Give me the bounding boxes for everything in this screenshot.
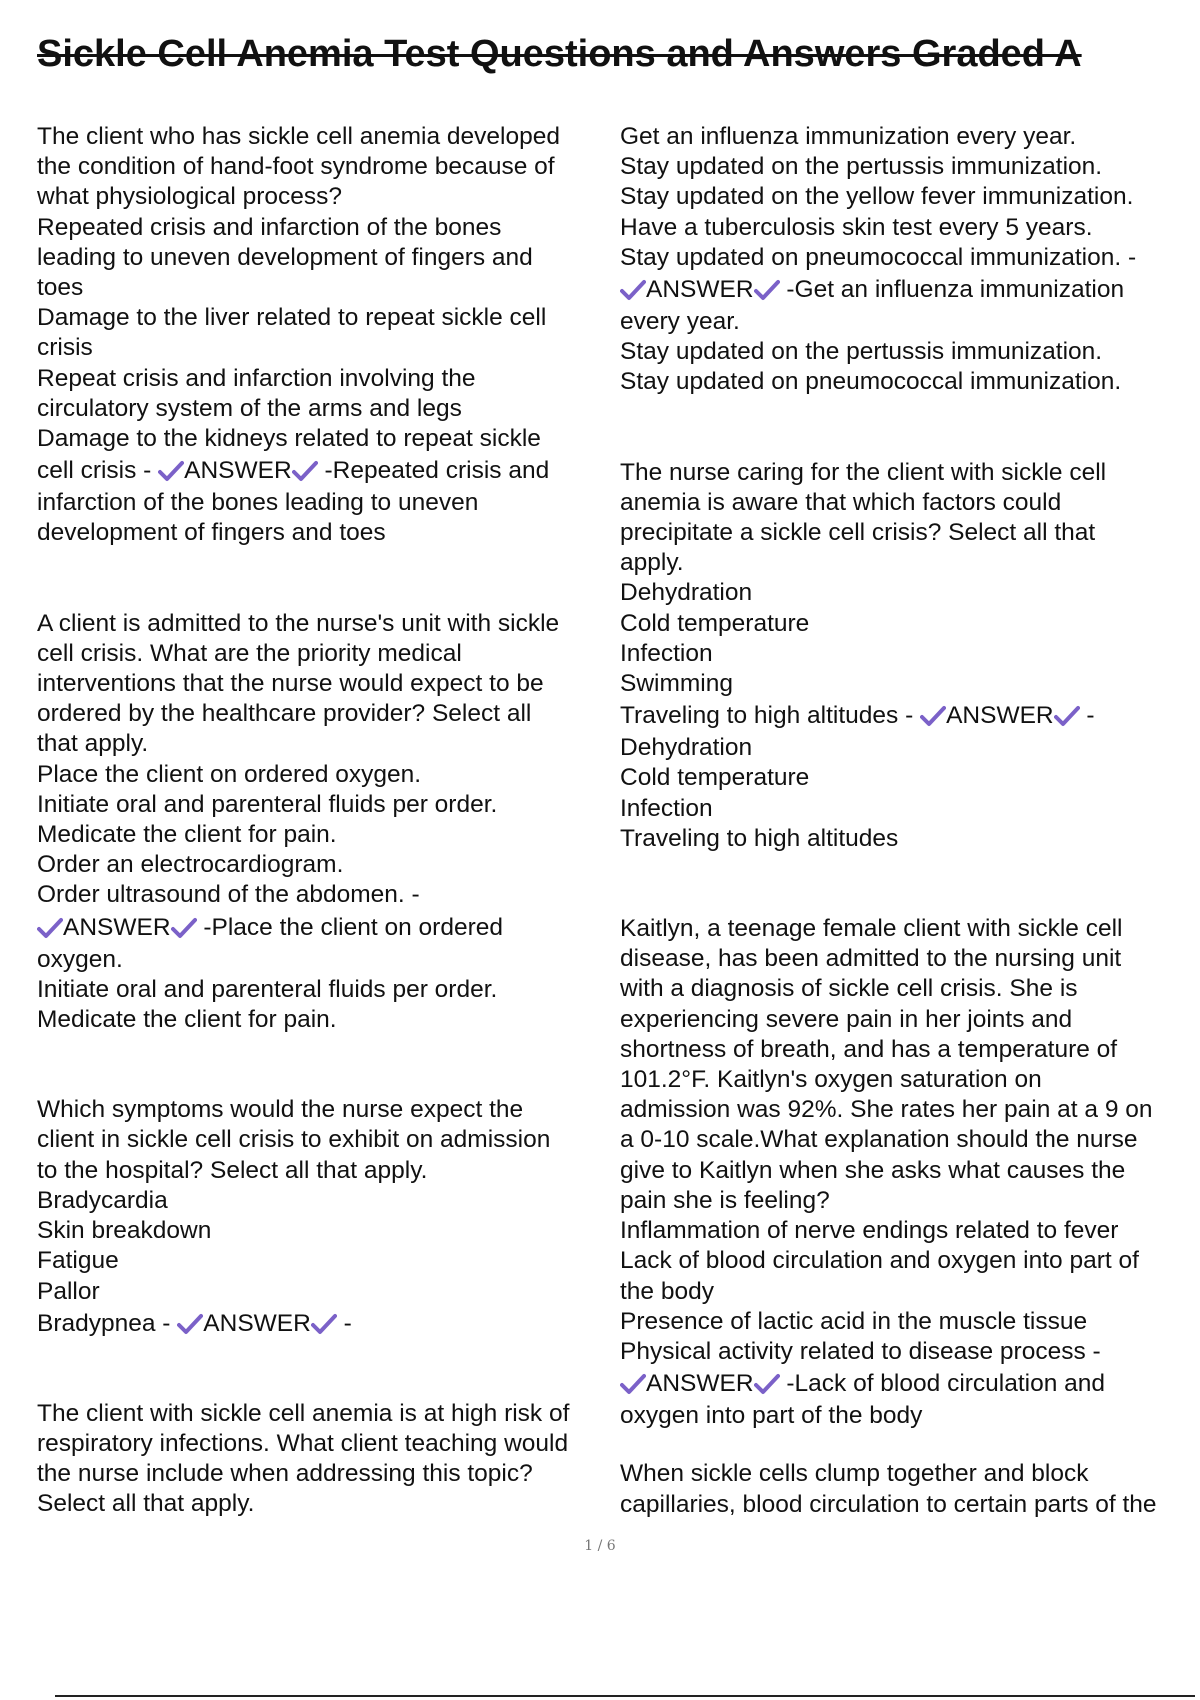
spacer	[620, 1431, 1195, 1459]
text-line: Get an influenza immunization every year.	[620, 123, 1077, 150]
text-line: The client who has sickle cell anemia developed	[37, 123, 560, 150]
text-line: Traveling to high altitudes	[620, 824, 899, 852]
text-line: Fatigue	[37, 1247, 119, 1275]
text-line: toes	[37, 274, 84, 302]
question-respiratory-infections	[37, 1399, 602, 1520]
question-crisis-factors	[620, 458, 1195, 854]
text-line: Medicate the client for pain.	[37, 821, 337, 849]
text-line: capillaries, blood circulation to certain parts of the	[620, 1490, 1157, 1518]
text-line: leading to uneven development of fingers and	[37, 243, 533, 271]
footer-rule	[55, 1695, 1195, 1697]
text-line: Stay updated on pneumococcal immunization.	[620, 368, 1122, 396]
answer-line	[620, 699, 1195, 733]
check-icon	[171, 917, 197, 939]
answer-label: ANSWER	[946, 702, 1054, 730]
answer-label: ANSWER	[63, 913, 171, 941]
text-line: anemia is aware that which factors could	[620, 488, 1062, 516]
document-title: Sickle Cell Anemia Test Questions and Answers Graded A	[37, 33, 1082, 75]
text-line: Initiate oral and parenteral fluids per order.	[37, 975, 498, 1003]
page-number: 1 / 6	[584, 1538, 616, 1554]
text-line: apply.	[620, 549, 684, 577]
left-column	[37, 122, 602, 1520]
text-line: Medicate the client for pain.	[37, 1006, 337, 1034]
text-line: cell crisis. What are the priority medical	[37, 639, 462, 667]
text-line: infarction of the bones leading to uneven	[37, 489, 479, 517]
text-line: pain she is feeling?	[620, 1186, 830, 1214]
text-line: ordered by the healthcare provider? Select all	[37, 700, 532, 728]
answer-prefix: Traveling to high altitudes -	[620, 702, 921, 730]
text-line: The client with sickle cell anemia is at high risk of	[37, 1399, 570, 1427]
check-icon	[620, 1373, 646, 1395]
answer-label: ANSWER	[646, 275, 754, 303]
text-line: Select all that apply.	[37, 1490, 255, 1518]
text-line: client in sickle cell crisis to exhibit on admission	[37, 1126, 551, 1154]
check-icon	[158, 460, 184, 482]
answer-text: -Place the client on ordered	[196, 913, 503, 941]
spacer	[37, 1341, 602, 1399]
text-line: Dehydration	[620, 579, 753, 607]
text-line: Infection	[620, 639, 713, 667]
text-line: A client is admitted to the nurse's unit with sickle	[37, 609, 560, 637]
spacer	[37, 549, 602, 609]
check-icon	[754, 1373, 780, 1395]
text-line: crisis	[37, 334, 93, 362]
text-line: Dehydration	[620, 734, 753, 762]
answer-line	[37, 911, 602, 945]
question-kaitlyn-pain	[620, 914, 1195, 1431]
answer-explanation	[620, 1459, 1195, 1519]
text-line: the condition of hand-foot syndrome because of	[37, 153, 555, 181]
text-line: Damage to the kidneys related to repeat sickle	[37, 425, 541, 453]
text-line: Order an electrocardiogram.	[37, 851, 344, 879]
answer-prefix: cell crisis -	[37, 457, 159, 485]
spacer	[620, 854, 1195, 914]
answer-line	[37, 454, 602, 488]
text-line: precipitate a sickle cell crisis? Select all that	[620, 519, 1096, 547]
text-line: Place the client on ordered oxygen.	[37, 760, 422, 788]
answer-line	[620, 273, 1195, 307]
check-icon	[620, 279, 646, 301]
text-line: Bradycardia	[37, 1186, 168, 1214]
check-icon	[311, 1313, 337, 1335]
text-line: to the hospital? Select all that apply.	[37, 1156, 428, 1184]
text-line: Stay updated on pneumococcal immunization. -	[620, 243, 1137, 271]
text-line: Lack of blood circulation and oxygen into part of	[620, 1247, 1139, 1275]
text-line: with a diagnosis of sickle cell crisis. She is	[620, 975, 1078, 1003]
text-line: give to Kaitlyn when she asks what causes the	[620, 1156, 1126, 1184]
text-line: that apply.	[37, 730, 149, 758]
check-icon	[1054, 705, 1080, 727]
text-line: Damage to the liver related to repeat sickle cell	[37, 304, 547, 332]
text-line: circulatory system of the arms and legs	[37, 394, 462, 422]
text-line: disease, has been admitted to the nursing unit	[620, 945, 1122, 973]
question-hand-foot-syndrome	[37, 122, 602, 549]
text-line: Kaitlyn, a teenage female client with sickle cell	[620, 915, 1123, 943]
text-line: Initiate oral and parenteral fluids per order.	[37, 790, 498, 818]
answer-text: -	[1079, 702, 1095, 730]
check-icon	[920, 705, 946, 727]
right-column	[620, 122, 1195, 1520]
text-line: what physiological process?	[37, 183, 343, 211]
text-line: Skin breakdown	[37, 1217, 212, 1245]
text-line: the nurse include when addressing this topic?	[37, 1460, 533, 1488]
text-line: the body	[620, 1277, 714, 1305]
question-admission-symptoms	[37, 1095, 602, 1340]
answer-prefix: Bradypnea -	[37, 1309, 178, 1337]
text-line: oxygen.	[37, 945, 123, 973]
text-line: a 0-10 scale.What explanation should the nurse	[620, 1126, 1138, 1154]
answer-label: ANSWER	[646, 1370, 754, 1397]
text-line: Inflammation of nerve endings related to fever	[620, 1217, 1119, 1245]
text-line: Repeated crisis and infarction of the bones	[37, 213, 502, 241]
check-icon	[754, 279, 780, 301]
text-line: Stay updated on the pertussis immunization.	[620, 338, 1103, 366]
answer-text: -Lack of blood circulation and	[779, 1370, 1106, 1397]
text-line: Swimming	[620, 670, 733, 698]
answer-label: ANSWER	[184, 457, 292, 485]
text-line: respiratory infections. What client teaching would	[37, 1429, 569, 1457]
text-line: Order ultrasound of the abdomen. -	[37, 881, 420, 909]
check-icon	[177, 1313, 203, 1335]
text-line: Infection	[620, 794, 713, 822]
text-line: Stay updated on the yellow fever immunization.	[620, 183, 1134, 211]
text-line: The nurse caring for the client with sickle cell	[620, 458, 1107, 486]
text-line: Cold temperature	[620, 609, 810, 637]
text-line: every year.	[620, 308, 740, 336]
spacer	[37, 1035, 602, 1095]
check-icon	[37, 917, 63, 939]
answer-line	[37, 1307, 602, 1341]
answer-text: -	[336, 1309, 352, 1337]
spacer	[620, 398, 1195, 458]
text-line: experiencing severe pain in her joints and	[620, 1005, 1073, 1033]
check-icon	[292, 460, 318, 482]
text-line: Pallor	[37, 1277, 100, 1305]
answer-line	[620, 1367, 1195, 1401]
text-line: interventions that the nurse would expect to be	[37, 670, 544, 698]
answer-text: -Get an influenza immunization	[779, 275, 1125, 303]
text-line: Physical activity related to disease process -	[620, 1337, 1101, 1365]
text-line: Which symptoms would the nurse expect the	[37, 1096, 524, 1124]
text-line: 101.2°F. Kaitlyn's oxygen saturation on	[620, 1066, 1042, 1094]
question-respiratory-infections-options	[620, 122, 1195, 398]
text-line: Repeat crisis and infarction involving the	[37, 364, 476, 392]
text-line: oxygen into part of the body	[620, 1402, 923, 1430]
answer-text: -Repeated crisis and	[317, 457, 550, 485]
text-line: development of fingers and toes	[37, 519, 386, 547]
text-line: shortness of breath, and has a temperature of	[620, 1035, 1118, 1063]
text-line: Have a tuberculosis skin test every 5 years.	[620, 213, 1093, 241]
text-line: Stay updated on the pertussis immunization.	[620, 153, 1103, 181]
text-line: Presence of lactic acid in the muscle tissue	[620, 1307, 1088, 1335]
question-priority-interventions	[37, 609, 602, 1036]
text-line: admission was 92%. She rates her pain at a 9 on	[620, 1096, 1153, 1124]
text-line: Cold temperature	[620, 764, 810, 792]
text-line: When sickle cells clump together and block	[620, 1460, 1089, 1488]
answer-label: ANSWER	[203, 1309, 311, 1337]
